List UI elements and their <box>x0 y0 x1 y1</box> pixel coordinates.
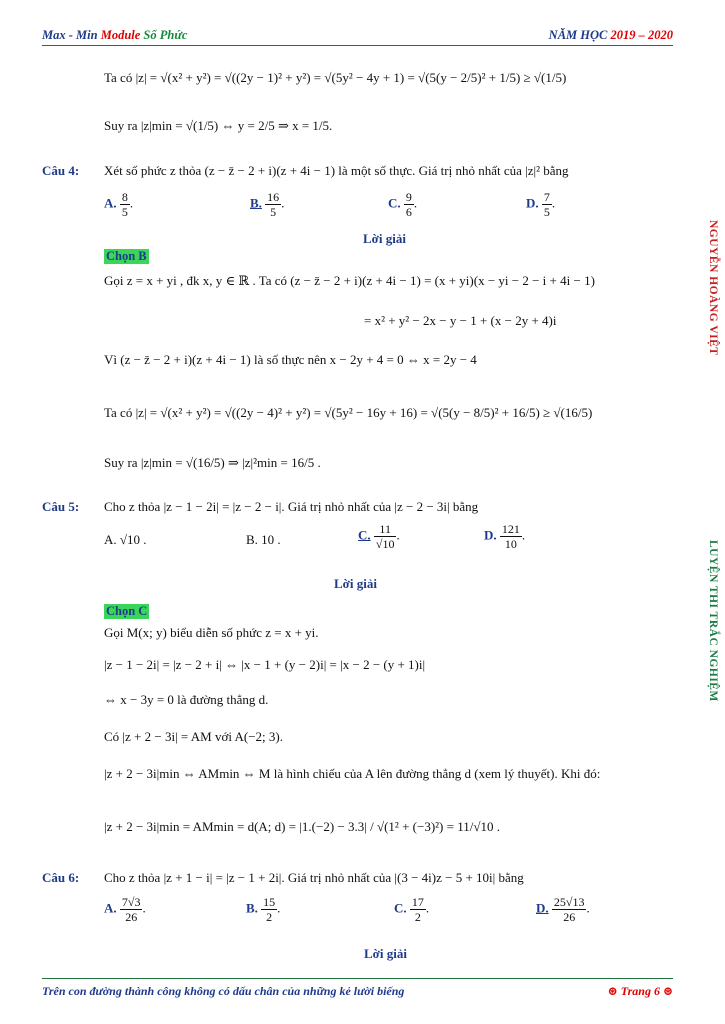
answer-tag: Chọn C <box>106 604 148 618</box>
page-header <box>42 28 673 46</box>
option-b[interactable]: B. $\frac{16}{5}$ . <box>250 190 285 219</box>
solution-line: ⇔ x − 3y = 0 là đường thẳng d. <box>104 692 269 707</box>
solution-heading: Lời giải <box>364 946 407 961</box>
question-6-label: Câu 6: <box>42 870 80 885</box>
solution-line: Gọi z = x + yi , đk x, y ∈ ℝ . Ta có (z − z̄ − 2 + i)(z + 4i − 1) = (x + yi)(x − yi − 2 − i + 4i − 1) <box>104 273 595 288</box>
option-b[interactable]: B. 10 . <box>246 532 281 547</box>
side-label-series: LUYỆN THI TRẮC NGHIỆM <box>707 540 719 702</box>
option-c[interactable]: C. $\frac{9}{6}$ . <box>388 190 418 219</box>
solution-line: |z + 2 − 3i|min = AMmin = d(A; d) = |1.(−2) − 3.3| / √(1² + (−3)²) = 11/√10 . <box>104 819 500 834</box>
solution-line: Có |z + 2 − 3i| = AM với A(−2; 3). <box>104 729 283 744</box>
option-b[interactable]: B. $\frac{15}{2}$ . <box>246 895 281 924</box>
option-d[interactable]: D. $\frac{121}{10}$ . <box>484 522 526 551</box>
solution-heading: Lời giải <box>334 576 377 591</box>
option-d[interactable]: D. $\frac{7}{5}$ . <box>526 190 556 219</box>
option-c[interactable]: C. $\frac{11}{√10}$ . <box>358 522 400 551</box>
header-year: NĂM HỌC 2019 – 2020 <box>548 28 673 42</box>
page-number: ⊛ Trang 6 ⊛ <box>607 984 673 998</box>
solution-line: Ta có |z| = √(x² + y²) = √((2y − 4)² + y²) = √(5y² − 16y + 16) = √(5(y − 8/5)² + 16/5) ≥ √(16/5) <box>104 405 593 420</box>
solution-line: |z − 1 − 2i| = |z − 2 + i| ⇔ |x − 1 + (y − 2)i| = |x − 2 − (y + 1)i| <box>104 657 426 672</box>
option-c[interactable]: C. $\frac{17}{2}$ . <box>394 895 430 924</box>
solution-line: Vì (z − z̄ − 2 + i)(z + 4i − 1) là số thực nên x − 2y + 4 = 0 ⇔ x = 2y − 4 <box>104 352 477 367</box>
solution-line: Ta có |z| = √(x² + y²) = √((2y − 1)² + y²) = √(5y² − 4y + 1) = √(5(y − 2/5)² + 1/5) ≥ √(1/5) <box>104 70 567 85</box>
solution-line: Suy ra |z|min = √(16/5) ⇒ |z|²min = 16/5 . <box>104 455 321 470</box>
option-d[interactable]: D. $\frac{25√13}{26}$ . <box>536 895 590 924</box>
question-5-label: Câu 5: <box>42 499 80 514</box>
question-4-label: Câu 4: <box>42 163 80 178</box>
question-6-text: Cho z thỏa |z + 1 − i| = |z − 1 + 2i|. Giá trị nhỏ nhất của |(3 − 4i)z − 5 + 10i| bằng <box>104 870 524 885</box>
option-a[interactable]: A. $\frac{7√3}{26}$ . <box>104 895 146 924</box>
question-4-text: Xét số phức z thỏa (z − z̄ − 2 + i)(z + 4i − 1) là một số thực. Giá trị nhỏ nhất của |z|² bằng <box>104 163 569 178</box>
solution-line: Suy ra |z|min = √(1/5) ⇔ y = 2/5 ⇒ x = 1/5. <box>104 118 333 133</box>
footer-motto: Trên con đường thành công không có dấu chân của những kẻ lười biếng <box>42 984 405 998</box>
solution-line: |z + 2 − 3i|min ⇔ AMmin ⇔ M là hình chiếu của A lên đường thẳng d (xem lý thuyết). Khi đó: <box>104 766 601 781</box>
footer-divider <box>42 978 673 979</box>
option-a[interactable]: A. $\frac{8}{5}$ . <box>104 190 134 219</box>
question-5-text: Cho z thỏa |z − 1 − 2i| = |z − 2 − i|. Giá trị nhỏ nhất của |z − 2 − 3i| bằng <box>104 499 479 514</box>
header-title: Max - Min Module Số Phức <box>42 28 188 42</box>
option-a[interactable]: A. √10 . <box>104 532 147 547</box>
header-divider <box>42 45 673 46</box>
answer-tag: Chọn B <box>106 249 147 263</box>
solution-heading: Lời giải <box>363 231 406 246</box>
solution-line: = x² + y² − 2x − y − 1 + (x − 2y + 4)i <box>364 313 557 328</box>
side-label-author: NGUYỄN HOÀNG VIỆT <box>707 220 719 356</box>
solution-line: Gọi M(x; y) biểu diễn số phức z = x + yi. <box>104 625 319 640</box>
